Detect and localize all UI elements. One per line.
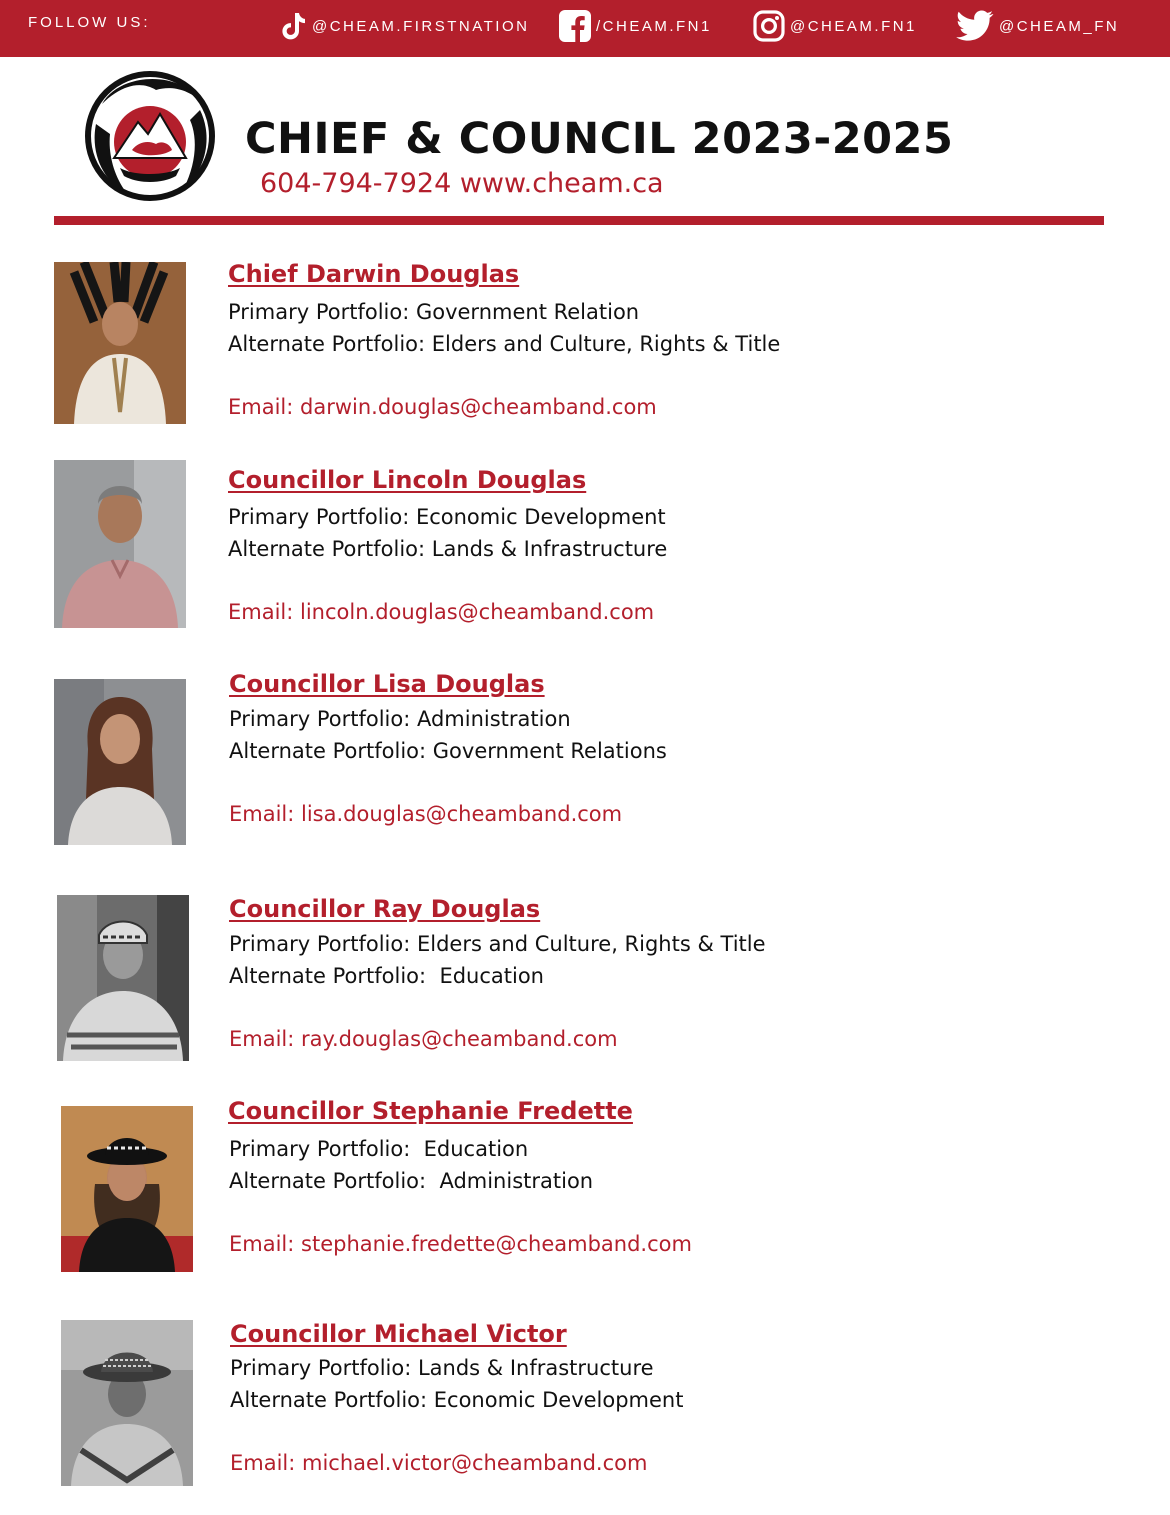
header-divider	[54, 216, 1104, 225]
primary-portfolio: Primary Portfolio: Economic Development	[228, 505, 666, 529]
twitter-handle: @CHEAM_FN	[999, 17, 1120, 35]
alternate-portfolio: Alternate Portfolio: Administration	[229, 1169, 594, 1193]
email-link[interactable]: Email: ray.douglas@cheamband.com	[229, 1027, 618, 1051]
primary-portfolio: Primary Portfolio: Education	[229, 1137, 529, 1161]
member-photo	[54, 262, 186, 424]
email-link[interactable]: Email: michael.victor@cheamband.com	[230, 1451, 648, 1475]
page-title: CHIEF & COUNCIL 2023-2025	[245, 114, 954, 164]
email-link[interactable]: Email: stephanie.fredette@cheamband.com	[229, 1232, 692, 1256]
member-photo	[54, 460, 186, 628]
facebook-handle: /CHEAM.FN1	[596, 17, 712, 35]
social-bar	[0, 0, 1170, 57]
member-name: Councillor Lisa Douglas	[229, 670, 545, 698]
alternate-portfolio: Alternate Portfolio: Education	[229, 964, 544, 988]
email-link[interactable]: Email: lisa.douglas@cheamband.com	[229, 802, 623, 826]
alternate-portfolio: Alternate Portfolio: Lands & Infrastructure	[228, 537, 668, 561]
tiktok-link[interactable]	[278, 8, 529, 44]
email-link[interactable]: Email: darwin.douglas@cheamband.com	[228, 395, 657, 419]
twitter-icon	[955, 9, 995, 43]
member-photo	[61, 1106, 193, 1272]
instagram-icon	[752, 9, 786, 43]
primary-portfolio: Primary Portfolio: Administration	[229, 707, 571, 731]
cheam-logo	[80, 64, 220, 204]
facebook-link[interactable]	[558, 8, 712, 44]
primary-portfolio: Primary Portfolio: Lands & Infrastructure	[230, 1356, 654, 1380]
tiktok-handle: @CHEAM.FIRSTNATION	[312, 17, 530, 35]
primary-portfolio: Primary Portfolio: Elders and Culture, Rights & Title	[229, 932, 766, 956]
member-photo	[61, 1320, 193, 1486]
instagram-link[interactable]	[752, 8, 917, 44]
contact-line: 604-794-7924 www.cheam.ca	[260, 168, 664, 199]
email-link[interactable]: Email: lincoln.douglas@cheamband.com	[228, 600, 655, 624]
facebook-icon	[558, 9, 592, 43]
alternate-portfolio: Alternate Portfolio: Government Relations	[229, 739, 667, 763]
alternate-portfolio: Alternate Portfolio: Elders and Culture, Rights & Title	[228, 332, 781, 356]
member-name: Councillor Michael Victor	[230, 1320, 567, 1348]
alternate-portfolio: Alternate Portfolio: Economic Development	[230, 1388, 684, 1412]
member-name: Chief Darwin Douglas	[228, 260, 520, 288]
member-name: Councillor Stephanie Fredette	[228, 1097, 633, 1125]
primary-portfolio: Primary Portfolio: Government Relation	[228, 300, 640, 324]
member-photo	[54, 679, 186, 845]
follow-us-label: FOLLOW US:	[28, 14, 151, 31]
member-name: Councillor Ray Douglas	[229, 895, 541, 923]
member-name: Councillor Lincoln Douglas	[228, 466, 587, 494]
twitter-link[interactable]	[955, 8, 1119, 44]
instagram-handle: @CHEAM.FN1	[790, 17, 917, 35]
tiktok-icon	[278, 10, 308, 42]
member-photo	[57, 895, 189, 1061]
